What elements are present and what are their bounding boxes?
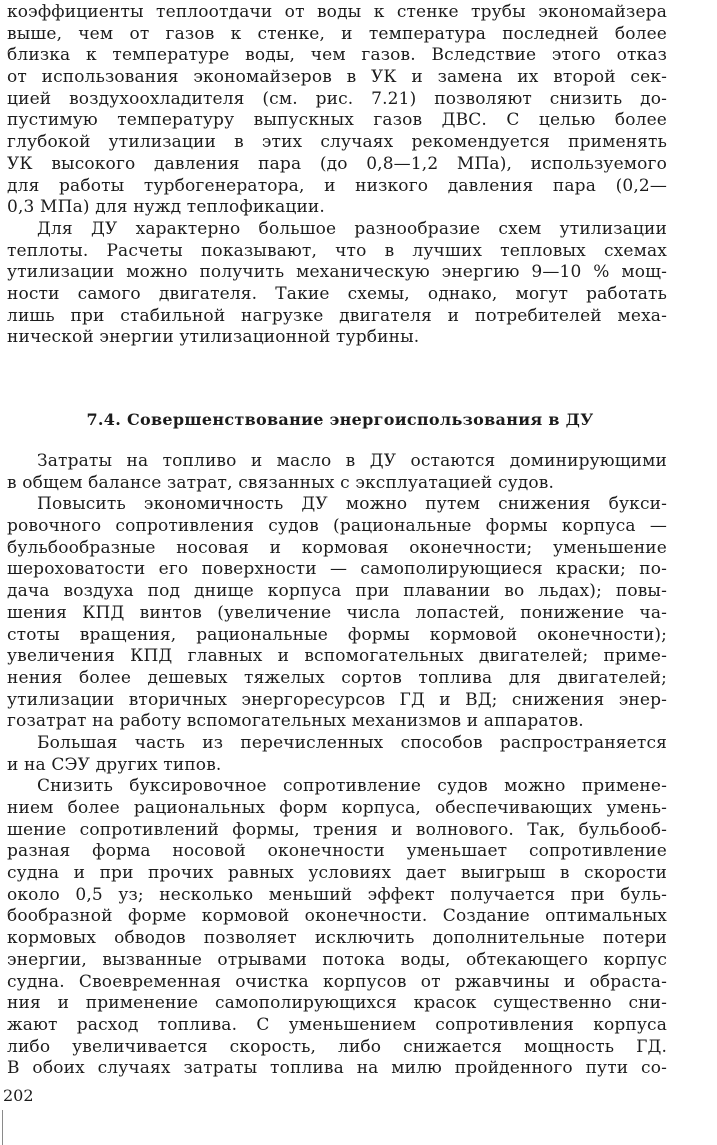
text-line: нием более рациональных форм корпуса, обеспечивающих умень-: [7, 798, 667, 818]
text-line: кормовых обводов позволяет исключить дополнительные потери: [7, 928, 667, 949]
text-line: коэффициенты теплоотдачи от воды к стенке трубы экономайзера: [7, 2, 667, 22]
text-line: ности самого двигателя. Такие схемы, однако, могут работать: [7, 283, 667, 304]
text-line: либо увеличивается скорость, либо снижается мощность ГД.: [7, 1036, 667, 1057]
page-edge-line: [2, 1110, 3, 1145]
text-line: шения КПД винтов (увеличение числа лопастей, понижение ча-: [7, 602, 667, 623]
text-line: бообразной форме кормовой оконечности. Создание оптимальных: [7, 906, 667, 927]
text-line: разная форма носовой оконечности уменьшает сопротивление: [7, 841, 667, 862]
text-line: увеличения КПД главных и вспомогательных двигателей; приме-: [7, 646, 667, 667]
text-line: шероховатости его поверхности — самополирующиеся краски; по-: [7, 559, 667, 580]
text-line: в общем балансе затрат, связанных с эксплуатацией судов.: [7, 472, 555, 493]
text-line: пустимую температуру выпускных газов ДВС. С целью более: [7, 110, 667, 131]
page-number: 202: [3, 1086, 34, 1105]
text-line: бульбообразные носовая и кормовая оконечности; уменьшение: [7, 537, 667, 558]
section-heading: 7.4. Совершенствование энергоиспользования в ДУ: [86, 410, 594, 429]
text-line: теплоты. Расчеты показывают, что в лучших тепловых схемах: [7, 240, 667, 261]
paragraph-block-top: [7, 2, 667, 349]
text-line: энергии, вызванные отрывами потока воды, обтекающего корпус: [7, 949, 667, 970]
text-line: судна и при прочих равных условиях дает выигрыш в скорости: [7, 863, 667, 884]
text-line: нической энергии утилизационной турбины.: [7, 327, 420, 348]
text-line: Для ДУ характерно большое разнообразие схем утилизации: [37, 218, 667, 239]
text-line: нения более дешевых тяжелых сортов топлива для двигателей;: [7, 667, 667, 688]
text-line: В обоих случаях затраты топлива на милю пройденного пути со-: [7, 1058, 667, 1079]
text-line: от использования экономайзеров в УК и замена их второй сек-: [7, 67, 667, 88]
text-line: жают расход топлива. С уменьшением сопротивления корпуса: [7, 1014, 667, 1035]
text-line: утилизации можно получить механическую энергию 9—10 % мощ-: [7, 262, 667, 283]
text-line: ровочного сопротивления судов (рациональные формы корпуса —: [7, 516, 667, 537]
text-line: судна. Своевременная очистка корпусов от ржавчины и обраста-: [7, 971, 667, 992]
text-line: близка к температуре воды, чем газов. Вследствие этого отказ: [7, 45, 667, 66]
text-line: и на СЭУ других типов.: [7, 754, 222, 775]
text-line: около 0,5 уз; несколько меньший эффект получается при буль-: [7, 884, 667, 905]
text-line: Повысить экономичность ДУ можно путем снижения букси-: [37, 494, 667, 515]
text-line: выше, чем от газов к стенке, и температура последней более: [7, 23, 667, 44]
text-line: цией воздухоохладителя (см. рис. 7.21) позволяют снизить до-: [7, 88, 667, 109]
text-line: шение сопротивлений формы, трения и волнового. Так, бульбооб-: [7, 819, 667, 840]
text-line: глубокой утилизации в этих случаях рекомендуется применять: [7, 132, 667, 153]
text-line: Большая часть из перечисленных способов распространяется: [37, 732, 667, 753]
text-line: лишь при стабильной нагрузке двигателя и потребителей меха-: [7, 305, 667, 326]
text-line: дача воздуха под днище корпуса при плавании во льдах); повы-: [7, 581, 667, 602]
text-line: УК высокого давления пара (до 0,8—1,2 МПа), используемого: [7, 153, 667, 174]
text-line: 0,3 МПа) для нужд теплофикации.: [7, 197, 325, 218]
paragraph-block-bottom: [7, 451, 667, 1080]
text-line: ния и применение самополирующихся красок существенно сни-: [7, 993, 667, 1014]
text-line: гозатрат на работу вспомогательных механизмов и аппаратов.: [7, 711, 584, 732]
text-line: утилизации вторичных энергоресурсов ГД и ВД; снижения энер-: [7, 689, 667, 710]
text-line: для работы турбогенератора, и низкого давления пара (0,2—: [7, 175, 667, 196]
text-line: Затраты на топливо и масло в ДУ остаются доминирующими: [37, 451, 667, 471]
text-line: стоты вращения, рациональные формы кормовой оконечности);: [7, 624, 667, 645]
text-line: Снизить буксировочное сопротивление судов можно примене-: [37, 776, 667, 797]
